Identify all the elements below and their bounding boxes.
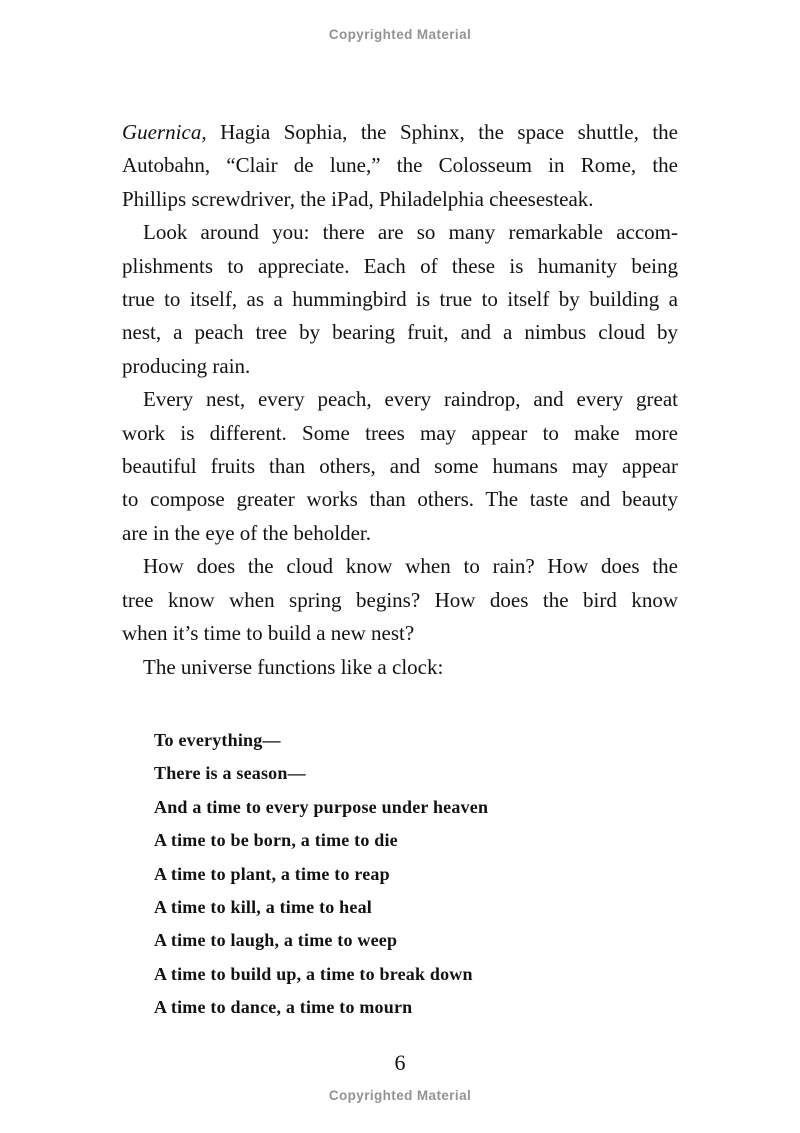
body-line: producing rain. bbox=[122, 353, 251, 378]
body-line: are in the eye of the beholder. bbox=[122, 520, 371, 545]
verse-line: A time to kill, a time to heal bbox=[154, 896, 372, 917]
paragraph bbox=[122, 651, 678, 684]
body-line bbox=[122, 116, 678, 149]
verse-line: A time to be born, a time to die bbox=[154, 830, 398, 851]
body-text-block bbox=[122, 116, 678, 1025]
body-line: true to itself, as a hummingbird is true to itself by building a bbox=[122, 287, 678, 312]
footer-copyright-notice: Copyrighted Material bbox=[328, 1088, 472, 1103]
body-line: beautiful fruits than others, and some humans may appear bbox=[122, 454, 678, 479]
body-line-text: , Hagia Sophia, the Sphinx, the space shuttle, the bbox=[201, 120, 678, 144]
verse-line: A time to plant, a time to reap bbox=[154, 863, 390, 884]
body-line: work is different. Some trees may appear to make more bbox=[122, 420, 678, 445]
body-line: plishments to appreciate. Each of these is humanity being bbox=[122, 253, 678, 278]
verse-line: There is a season— bbox=[154, 763, 306, 784]
italic-title-text: Guernica bbox=[122, 120, 202, 144]
verse-line: A time to build up, a time to break down bbox=[154, 963, 473, 984]
header-copyright-notice: Copyrighted Material bbox=[328, 27, 472, 42]
verse-line: A time to laugh, a time to weep bbox=[154, 930, 398, 951]
body-line: Look around you: there are so many remarkable accom- bbox=[143, 220, 678, 245]
paragraph bbox=[122, 116, 678, 216]
body-line: tree know when spring begins? How does the bird know bbox=[122, 587, 678, 612]
verse-block bbox=[122, 724, 678, 1025]
body-line: Phillips screwdriver, the iPad, Philadelphia cheesesteak. bbox=[122, 186, 594, 211]
page-number: 6 bbox=[394, 1050, 406, 1075]
paragraph bbox=[122, 550, 678, 650]
body-line: The universe functions like a clock: bbox=[143, 654, 444, 679]
body-line: How does the cloud know when to rain? How does the bbox=[143, 554, 678, 579]
body-line: Every nest, every peach, every raindrop, and every great bbox=[143, 387, 678, 412]
verse-line: And a time to every purpose under heaven bbox=[154, 796, 489, 817]
paragraph bbox=[122, 383, 678, 550]
verse-line: To everything— bbox=[154, 729, 281, 750]
body-line: Autobahn, “Clair de lune,” the Colosseum in Rome, the bbox=[122, 153, 678, 178]
body-line: when it’s time to build a new nest? bbox=[122, 621, 415, 646]
paragraph bbox=[122, 216, 678, 383]
verse-line: A time to dance, a time to mourn bbox=[154, 997, 413, 1018]
body-line: to compose greater works than others. The taste and beauty bbox=[122, 487, 678, 512]
body-line: nest, a peach tree by bearing fruit, and a nimbus cloud by bbox=[122, 320, 678, 345]
